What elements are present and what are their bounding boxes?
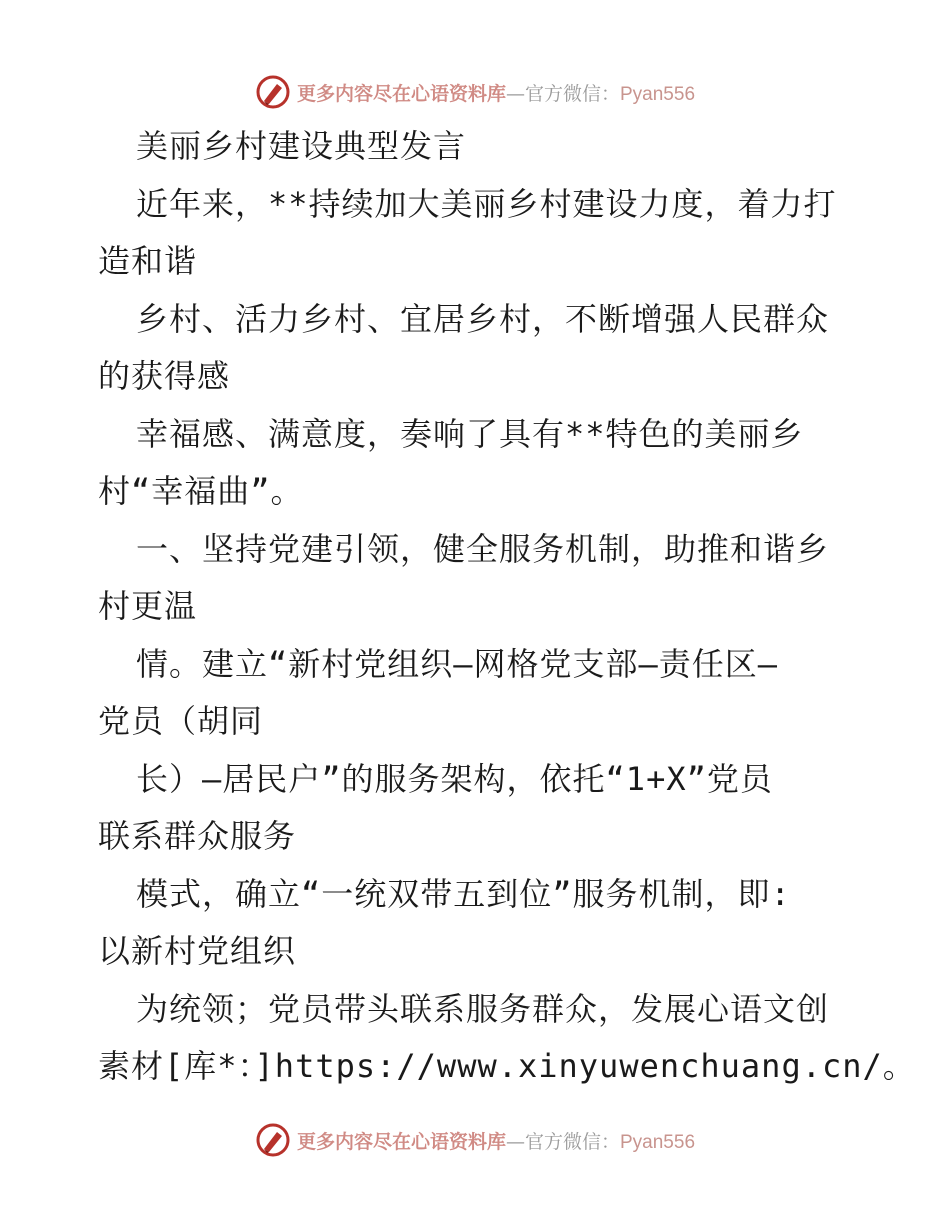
banner-wechat-id: Pyan556 — [620, 1131, 696, 1153]
document-line: 的获得感 — [98, 357, 231, 395]
document-line: 乡村、活力乡村、宜居乡村，不断增强人民群众 — [136, 299, 830, 338]
document-line: 造和谐 — [98, 242, 198, 280]
document-line: 党员（胡同 — [98, 702, 264, 740]
banner-text — [297, 1127, 695, 1154]
header-banner — [0, 72, 950, 112]
banner-main-text: 更多内容尽在心语资料库 — [296, 1130, 506, 1153]
document-line: 为统领；党员带头联系服务群众，发展心语文创 — [136, 989, 830, 1028]
document-line: 素材[库*：]https://www.xinyuwenchuang.cn/。 — [98, 1047, 916, 1085]
document-line: 村“幸福曲”。 — [98, 472, 304, 510]
banner-wechat-label: 官方微信： — [524, 1130, 620, 1153]
banner-wechat-id: Pyan556 — [620, 83, 696, 105]
document-line: 情。建立“新村党组织—网格党支部—责任区— — [136, 644, 779, 683]
document-line: 模式，确立“一统双带五到位”服务机制，即: — [136, 874, 791, 913]
document-line: 长）—居民户”的服务架构，依托“1+X”党员 — [136, 759, 773, 798]
banner-main-text: 更多内容尽在心语资料库 — [296, 82, 506, 105]
document-line: 以新村党组织 — [98, 932, 297, 970]
pen-circle-logo-icon — [255, 1122, 291, 1158]
document-line: 联系群众服务 — [98, 817, 297, 855]
pen-circle-logo-icon — [255, 74, 291, 110]
document-line: 近年来，**持续加大美丽乡村建设力度，着力打 — [136, 184, 837, 223]
document-body — [98, 118, 916, 1096]
document-line: 一、坚持党建引领，健全服务机制，助推和谐乡 — [136, 529, 830, 568]
document-line: 村更温 — [98, 587, 198, 625]
banner-text — [297, 79, 695, 106]
banner-separator: — — [505, 82, 525, 105]
document-line: 幸福感、满意度，奏响了具有**特色的美丽乡 — [136, 414, 804, 453]
banner-separator: — — [505, 1130, 525, 1153]
footer-banner — [0, 1120, 950, 1160]
banner-wechat-label: 官方微信： — [524, 82, 620, 105]
document-line: 美丽乡村建设典型发言 — [136, 127, 467, 165]
